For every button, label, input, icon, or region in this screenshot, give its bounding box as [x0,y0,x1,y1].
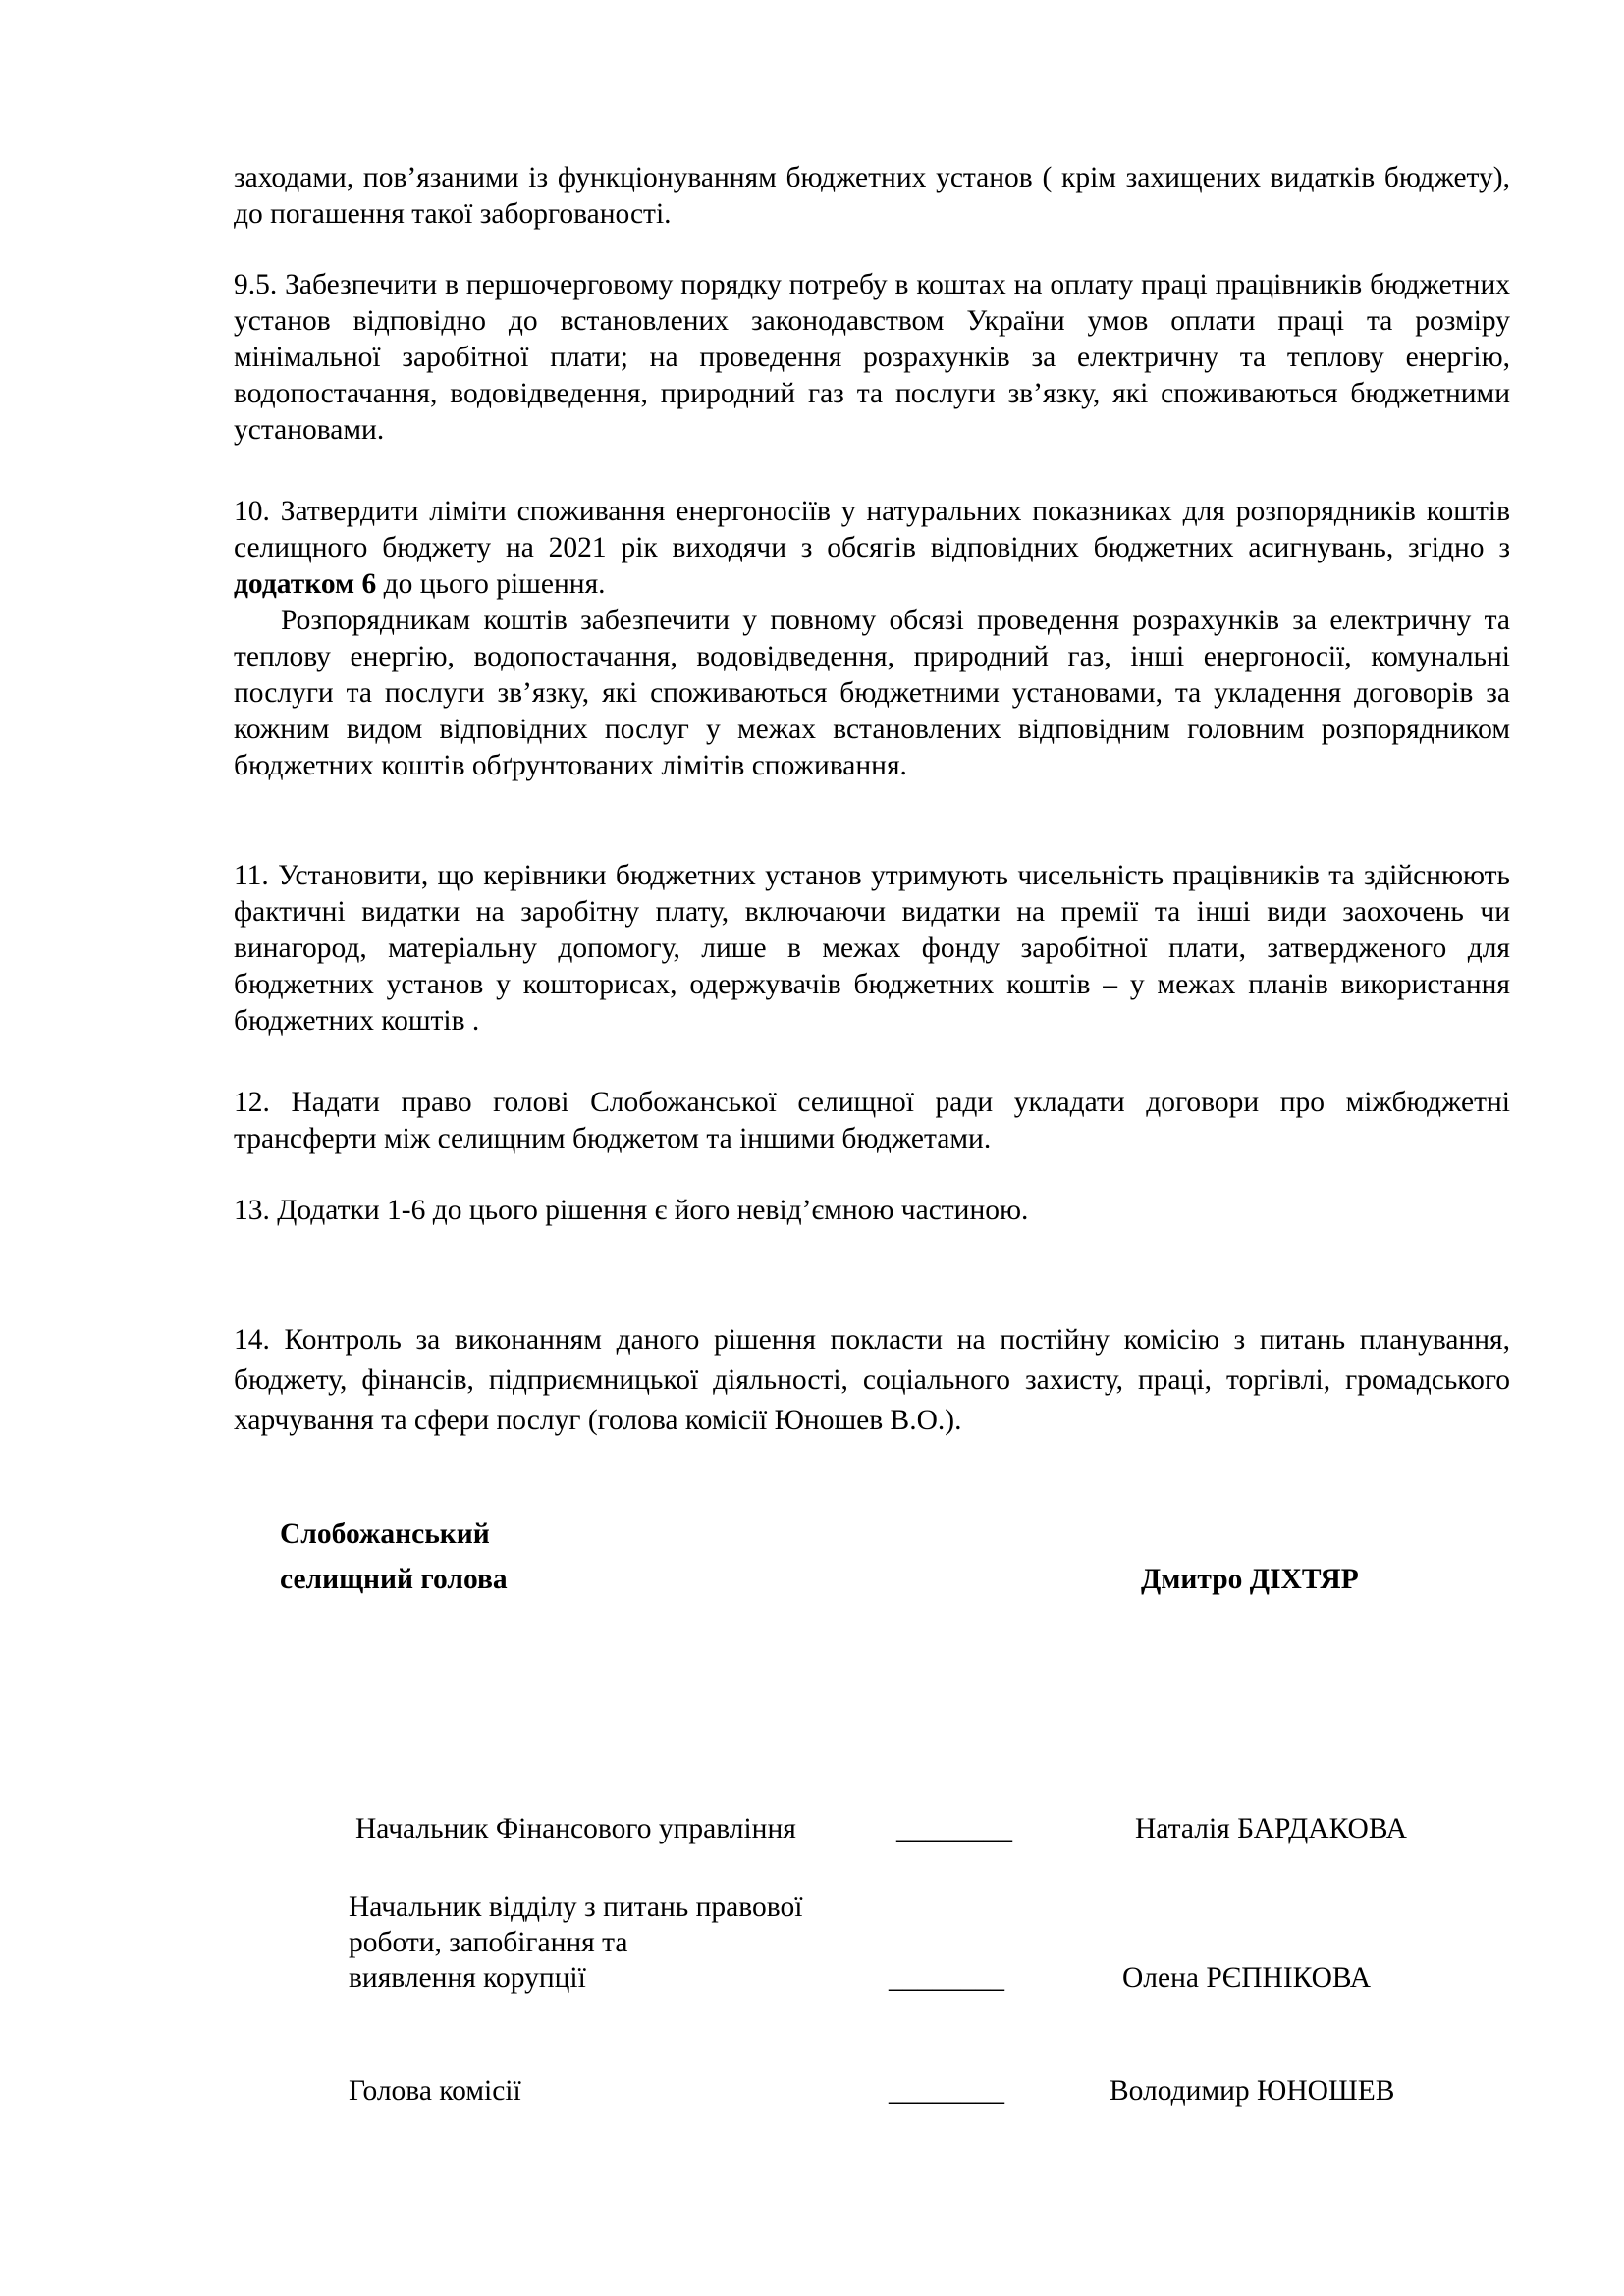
paragraph-text: 11. Установити, що керівники бюджетних установ утримують чисельність працівників та здійснюють фактичні видатки на заробітну плату, включаючи видатки на премії та інші види заохочень чи винагород, матеріальну допомогу, лише в межах фонду заробітної плати, затвердженого для бюджетних установ у кошторисах, одержувачів бюджетних коштів – у межах планів використання бюджетних коштів . [234,860,1510,1037]
head-name [1141,1557,1359,1602]
signature-blank-legal: ________ [889,1962,1004,1994]
paragraph-11 [234,858,1510,1040]
head-name-text: Дмитро ДІХТЯР [1141,1564,1359,1595]
approval-position-line: Начальник відділу з питань правової [349,1892,803,1923]
paragraph-text: 12. Надати право голові Слобожанської селищної ради укладати договори про міжбюджетні трансферти між селищним бюджетом та іншими бюджетами. [234,1087,1510,1154]
paragraph-10 [234,494,1510,784]
paragraph-12 [234,1085,1510,1157]
paragraph-9-5 [234,267,1510,449]
paragraph-13 [234,1193,1510,1229]
paragraph-10-text-b: до цього рішення. [376,568,606,600]
appendix-6-reference: додатком 6 [234,568,377,600]
paragraph-10-continuation: Розпорядникам коштів забезпечити у повному обсязі проведення розрахунків за електричну та теплову енергію, водопостачання, водовідведення, природний газ, інші енергоносії, комунальні послуги та послуги зв’язку, які споживаються бюджетними установами, та укладення договорів за кожним видом відповідних послуг у межах встановлених відповідним головним розпорядником бюджетних коштів обґрунтованих лімітів споживання. [234,605,1510,781]
paragraph-text: заходами, пов’язаними із функціонуванням бюджетних установ ( крім захищених видатків бюджету), до погашення такої заборгованості. [234,162,1510,230]
approval-position-line: виявлення корупції [349,1962,586,1994]
head-title-line-1: Слобожанський [280,1519,490,1550]
approval-position-legal [349,1890,802,1996]
head-title [280,1512,508,1602]
paragraph-continuation [234,160,1510,233]
paragraph-10-text-a: 10. Затвердити ліміти споживання енергоносіїв у натуральних показниках для розпорядників коштів селищного бюджету на 2021 рік виходячи з обсягів відповідних бюджетних асигнувань, згідно з [234,496,1510,563]
approval-name-commission: Володимир ЮНОШЕВ [1110,2075,1395,2107]
approval-position-line: роботи, запобігання та [349,1927,628,1958]
paragraph-text: 14. Контроль за виконанням даного рішення покласти на постійну комісію з питань планування, бюджету, фінансів, підприємницької діяльності, соціального захисту, праці, торгівлі, громадського харчування та сфери послуг (голова комісії Юношев В.О.). [234,1324,1510,1436]
approval-position-line: Начальник Фінансового управління [355,1813,796,1844]
signature-blank-finance: ________ [896,1813,1012,1844]
head-title-line-2: селищний голова [280,1564,508,1595]
approval-name-legal: Олена РЄПНІКОВА [1122,1962,1372,1994]
signature-blank-commission: ________ [889,2075,1004,2107]
paragraph-text: 13. Додатки 1-6 до цього рішення є його невід’ємною частиною. [234,1195,1029,1226]
paragraph-text [234,494,1510,603]
approval-position-line: Голова комісії [349,2075,521,2107]
approval-name-finance: Наталія БАРДАКОВА [1135,1813,1407,1844]
paragraph-text: 9.5. Забезпечити в першочерговому порядку потребу в коштах на оплату праці працівників бюджетних установ відповідно до встановлених законодавством України умов оплати праці та розміру мінімальної заробітної плати; на проведення розрахунків за електричну та теплову енергію, водопостачання, водовідведення, природний газ та послуги зв’язку, які споживаються бюджетними установами. [234,269,1510,446]
paragraph-14 [234,1320,1510,1441]
approval-position-commission [349,2073,521,2109]
approval-position-finance [355,1811,796,1846]
